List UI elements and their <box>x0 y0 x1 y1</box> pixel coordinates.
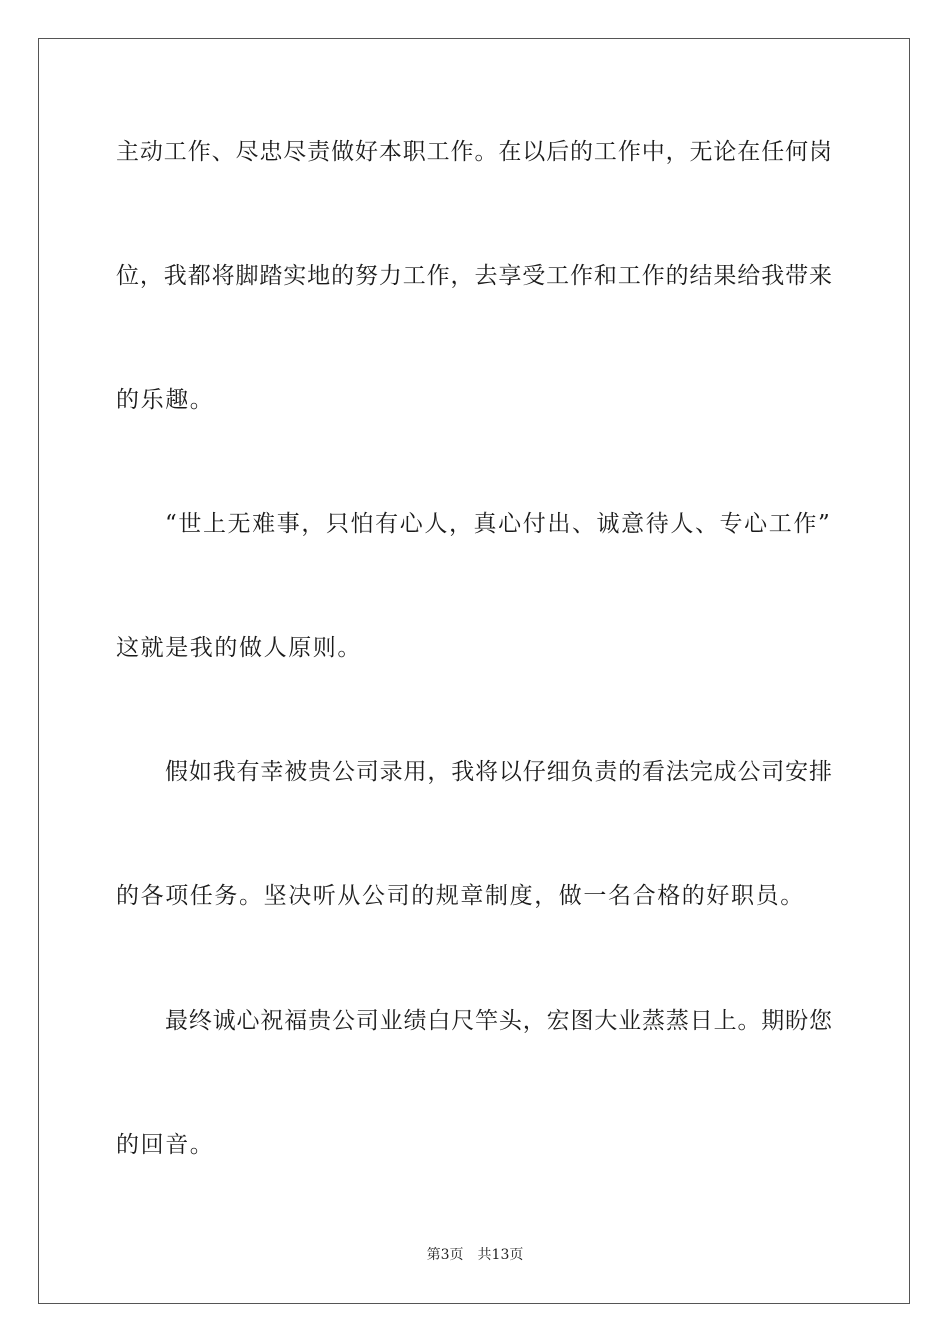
total-page-count: 共13页 <box>477 1247 524 1263</box>
page-border <box>38 38 910 1304</box>
page-footer <box>0 1246 950 1264</box>
current-page-number: 第3页 <box>426 1247 464 1263</box>
paragraph-1-line-3: 的乐趣。 <box>116 387 215 413</box>
paragraph-2-line-1: “世上无难事，只怕有心人，真心付出、诚意待人、专心工作” <box>165 511 832 537</box>
paragraph-4-line-1: 最终诚心祝福贵公司业绩白尺竿头，宏图大业蒸蒸日上。期盼您 <box>165 1008 832 1034</box>
paragraph-1-line-1: 主动工作、尽忠尽责做好本职工作。在以后的工作中，无论在任何岗 <box>116 139 832 165</box>
paragraph-2-line-2: 这就是我的做人原则。 <box>116 635 362 661</box>
paragraph-1-line-2: 位，我都将脚踏实地的努力工作，去享受工作和工作的结果给我带来 <box>116 263 832 289</box>
paragraph-3-line-1: 假如我有幸被贵公司录用，我将以仔细负责的看法完成公司安排 <box>165 759 832 785</box>
paragraph-3-line-2: 的各项任务。坚决听从公司的规章制度，做一名合格的好职员。 <box>116 883 805 909</box>
paragraph-4-line-2: 的回音。 <box>116 1132 215 1158</box>
